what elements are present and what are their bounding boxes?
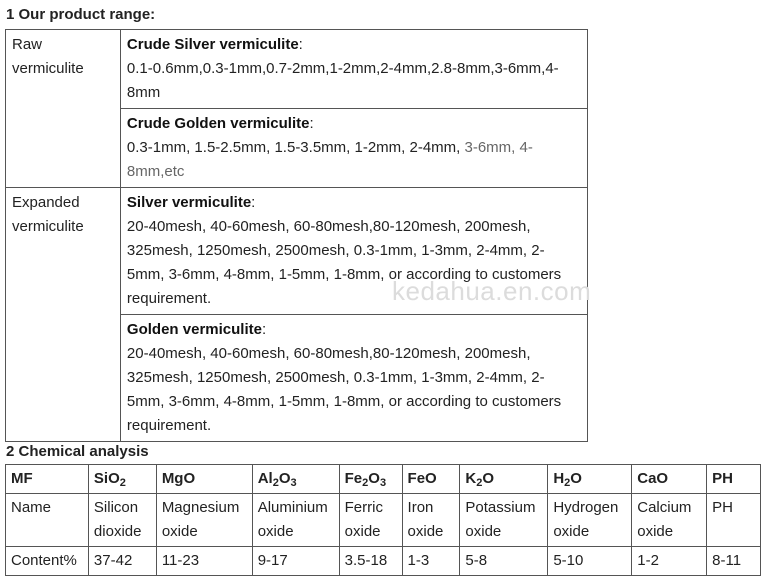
product-title: Silver vermiculite	[126, 194, 252, 211]
table-cell: Aluminium oxide	[252, 494, 339, 547]
header-cell: MgO	[156, 465, 252, 494]
watermark: kedahua.en.com	[392, 276, 592, 306]
table-cell: 5-10	[548, 547, 632, 576]
header-cell: MF	[6, 465, 89, 494]
table-cell: 5-8	[460, 547, 548, 576]
product-sizes: 0.1-0.6mm,0.3-1mm,0.7-2mm,1-2mm,2-4mm,2.8-8mm,3-6mm,4-8mm	[126, 60, 559, 101]
table-cell: Iron oxide	[402, 494, 460, 547]
header-cell: $K_2O$	[460, 465, 548, 494]
table-cell: Name	[6, 494, 89, 547]
product-sizes: 20-40mesh, 40-60mesh, 60-80mesh,80-120mesh, 200mesh, 325mesh, 1250mesh, 2500mesh, 0.3-1mm, 1-3mm, 2-4mm, 2-5mm, 3-6mm, 4-8mm, 1-5mm, 1-8mm, or according to customers requirement.	[126, 218, 562, 307]
header-cell: $Fe_2O_3$	[339, 465, 402, 494]
header-cell: FeO	[402, 465, 460, 494]
header-cell: $H_2O$	[548, 465, 632, 494]
product-title: Crude Golden vermiculite	[126, 115, 310, 132]
table-cell: Ferric oxide	[339, 494, 402, 547]
table-header-row	[6, 465, 761, 494]
product-silver: Silver vermiculite: 20-40mesh, 40-60mesh, 60-80mesh,80-120mesh, 200mesh, 325mesh, 1250mesh, 2500mesh, 0.3-1mm, 1-3mm, 2-4mm, 2-5mm, 3-6mm, 4-8mm, 1-5mm, 1-8mm, or according to customers requirement.	[120, 188, 587, 315]
chemical-analysis-table	[5, 464, 761, 576]
table-cell: 3.5-18	[339, 547, 402, 576]
table-cell: Content%	[6, 547, 89, 576]
product-sizes: 20-40mesh, 40-60mesh, 60-80mesh,80-120mesh, 200mesh, 325mesh, 1250mesh, 2500mesh, 0.3-1mm, 1-3mm, 2-4mm, 2-5mm, 3-6mm, 4-8mm, 1-5mm, 1-8mm, or according to customers requirement.	[126, 345, 562, 434]
table-cell: Hydrogen oxide	[548, 494, 632, 547]
product-sizes: 0.3-1mm, 1.5-2.5mm, 1.5-3.5mm, 1-2mm, 2-4mm,	[126, 139, 465, 156]
header-cell: SiO$_2$	[88, 465, 156, 494]
header-cell: $Al_2O_3$	[252, 465, 339, 494]
header-cell: CaO	[632, 465, 707, 494]
product-golden: Golden vermiculite: 20-40mesh, 40-60mesh, 60-80mesh,80-120mesh, 200mesh, 325mesh, 1250mesh, 2500mesh, 0.3-1mm, 1-3mm, 2-4mm, 2-5mm, 3-6mm, 4-8mm, 1-5mm, 1-8mm, or according to customers requirement.	[120, 315, 587, 442]
table-row-contents	[6, 547, 761, 576]
product-crude-golden: Crude Golden vermiculite: 0.3-1mm, 1.5-2.5mm, 1.5-3.5mm, 1-2mm, 2-4mm, 3-6mm, 4-8mm,etc	[120, 109, 587, 188]
table-cell: 8-11	[707, 547, 761, 576]
table-cell: 9-17	[252, 547, 339, 576]
table-cell: 11-23	[156, 547, 252, 576]
product-title: Golden vermiculite	[126, 321, 262, 338]
table-cell: PH	[707, 494, 761, 547]
section-heading-product-range: 1 Our product range:	[6, 6, 156, 23]
product-range-table	[5, 29, 588, 442]
table-cell: 1-3	[402, 547, 460, 576]
row-label-raw: Raw vermiculite	[6, 30, 121, 188]
table-cell: Silicon dioxide	[88, 494, 156, 547]
table-cell: 37-42	[88, 547, 156, 576]
product-title: Crude Silver vermiculite	[126, 36, 299, 53]
product-sizes-grey: 3-6mm, 4-8mm,etc	[126, 139, 533, 180]
table-row-names	[6, 494, 761, 547]
table-cell: Potassium oxide	[460, 494, 548, 547]
product-crude-silver: Crude Silver vermiculite: 0.1-0.6mm,0.3-1mm,0.7-2mm,1-2mm,2-4mm,2.8-8mm,3-6mm,4-8mm	[120, 30, 587, 109]
table-cell: 1-2	[632, 547, 707, 576]
table-cell: Calcium oxide	[632, 494, 707, 547]
section-heading-chemical-analysis: 2 Chemical analysis	[6, 443, 149, 460]
row-label-expanded: Expanded vermiculite	[6, 188, 121, 442]
table-cell: Magnesium oxide	[156, 494, 252, 547]
header-cell: PH	[707, 465, 761, 494]
